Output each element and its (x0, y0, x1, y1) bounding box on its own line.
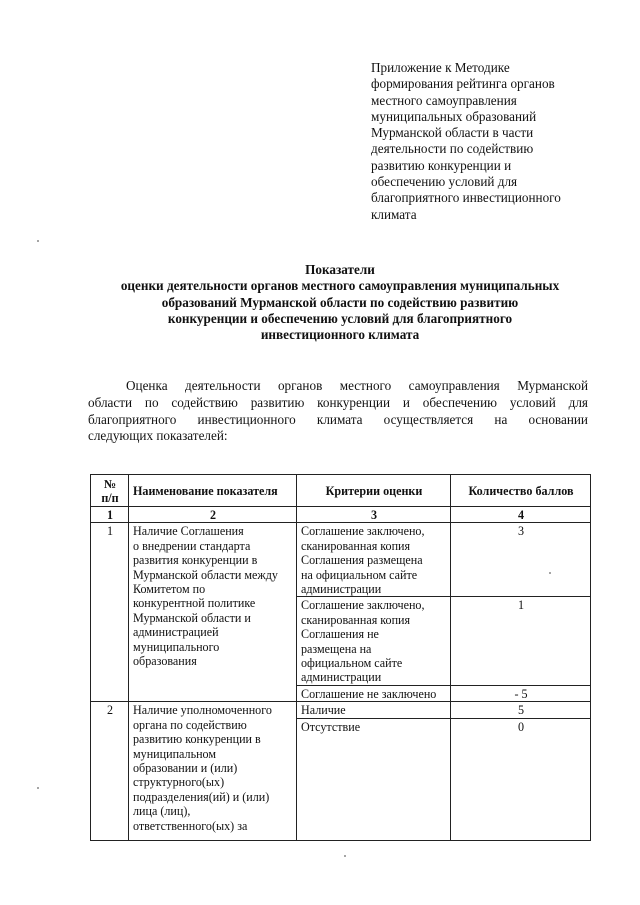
appendix-line: климата (371, 206, 417, 222)
appendix-line: формирования рейтинга органов (371, 76, 555, 92)
intro-line: Оценка деятельности органов местного самоуправления Мурманской (126, 378, 588, 393)
scan-speck (549, 572, 551, 574)
row-number: 2 (91, 702, 129, 840)
intro-line: благоприятного инвестиционного климата осуществляется на основании (88, 411, 588, 427)
criterion-line: на официальном сайте (301, 567, 418, 582)
header-number-line1: № (103, 476, 117, 491)
criterion-line: Наличие (301, 703, 346, 718)
scan-speck (37, 787, 39, 789)
indicator-line: Мурманской области и (133, 610, 251, 625)
column-number: 2 (129, 507, 297, 523)
indicator-name (129, 702, 297, 840)
indicator-line: конкурентной политике (133, 596, 256, 611)
criterion-line: Соглашения не (301, 627, 379, 642)
indicator-line: образовании и (или) (133, 760, 238, 775)
points-value: 0 (451, 718, 591, 840)
column-numbers-row (91, 507, 591, 523)
criterion (297, 597, 451, 685)
appendix-line: муниципальных образований (371, 108, 537, 124)
header-indicator-name: Наименование показателя (129, 475, 297, 507)
table-row (91, 702, 591, 718)
scan-speck (37, 240, 39, 242)
criterion-line: Соглашение заключено, (301, 524, 425, 539)
criterion-line: Отсутствие (301, 719, 361, 734)
indicators-table (90, 474, 591, 841)
points-value: 3 (451, 523, 591, 597)
criterion-line: администрации (301, 582, 382, 597)
indicator-name (129, 523, 297, 702)
criterion (297, 685, 451, 701)
criterion-line: сканированная копия (301, 538, 411, 553)
indicator-line: Мурманской области между (133, 567, 278, 582)
row-number: 1 (91, 523, 129, 702)
criterion (297, 523, 451, 597)
header-row (91, 475, 591, 507)
intro-line: следующих показателей: (88, 428, 228, 444)
indicator-line: Наличие Соглашения (133, 524, 244, 539)
appendix-note (371, 60, 611, 223)
indicator-line: ответственного(ых) за (133, 818, 248, 833)
indicator-line: Комитетом по (133, 582, 206, 597)
criterion-line: Соглашение не заключено (301, 686, 437, 701)
criterion-line: официальном сайте (301, 656, 403, 671)
appendix-line: Приложение к Методике (371, 60, 510, 75)
appendix-line: благоприятного инвестиционного (371, 190, 561, 206)
points-value: 1 (451, 597, 591, 685)
indicator-line: о внедрении стандарта (133, 538, 251, 553)
indicator-line: муниципальном (133, 746, 217, 761)
column-number: 4 (451, 507, 591, 523)
indicator-line: администрацией (133, 625, 219, 640)
appendix-line: развитию конкуренции и (371, 157, 512, 173)
criterion (297, 718, 451, 840)
indicator-line: подразделения(ий) и (или) (133, 789, 270, 804)
indicator-line: муниципального (133, 639, 220, 654)
indicator-line: лица (лиц), (133, 804, 191, 819)
column-number: 1 (91, 507, 129, 523)
intro-paragraph (88, 378, 588, 445)
document-title (60, 262, 620, 343)
criterion (297, 702, 451, 718)
indicator-line: развитию конкуренции в (133, 732, 261, 747)
header-criteria: Критерии оценки (297, 475, 451, 507)
header-number-line2: п/п (101, 491, 119, 505)
indicator-line: развития конкуренции в (133, 553, 258, 568)
title-line: Показатели (305, 262, 375, 277)
criterion-line: сканированная копия (301, 612, 411, 627)
appendix-line: местного самоуправления (371, 92, 517, 108)
indicator-line: структурного(ых) (133, 775, 225, 790)
appendix-line: обеспечению условий для (371, 174, 518, 190)
points-value: - 5 (451, 685, 591, 701)
appendix-line: Мурманской области в части (371, 125, 534, 141)
header-number (91, 475, 129, 507)
indicator-line: образования (133, 654, 197, 669)
title-line: конкуренции и обеспечению условий для благоприятного (167, 310, 513, 326)
points-value: 5 (451, 702, 591, 718)
criterion-line: размещена на (301, 641, 372, 656)
criterion-line: администрации (301, 670, 382, 685)
scan-speck (344, 855, 346, 857)
title-line: оценки деятельности органов местного самоуправления муниципальных (120, 278, 560, 294)
criterion-line: Соглашение заключено, (301, 598, 425, 613)
title-line: инвестиционного климата (260, 327, 420, 343)
criterion-line: Соглашения размещена (301, 553, 423, 568)
intro-line: области по содействию развитию конкуренции и обеспечению условий для (88, 394, 588, 410)
indicator-line: органа по содействию (133, 717, 247, 732)
indicator-line: Наличие уполномоченного (133, 703, 272, 718)
table-row (91, 523, 591, 597)
appendix-line: деятельности по содействию (371, 141, 534, 157)
title-line: образований Мурманской области по содействию развитию (161, 294, 519, 310)
column-number: 3 (297, 507, 451, 523)
header-points: Количество баллов (451, 475, 591, 507)
